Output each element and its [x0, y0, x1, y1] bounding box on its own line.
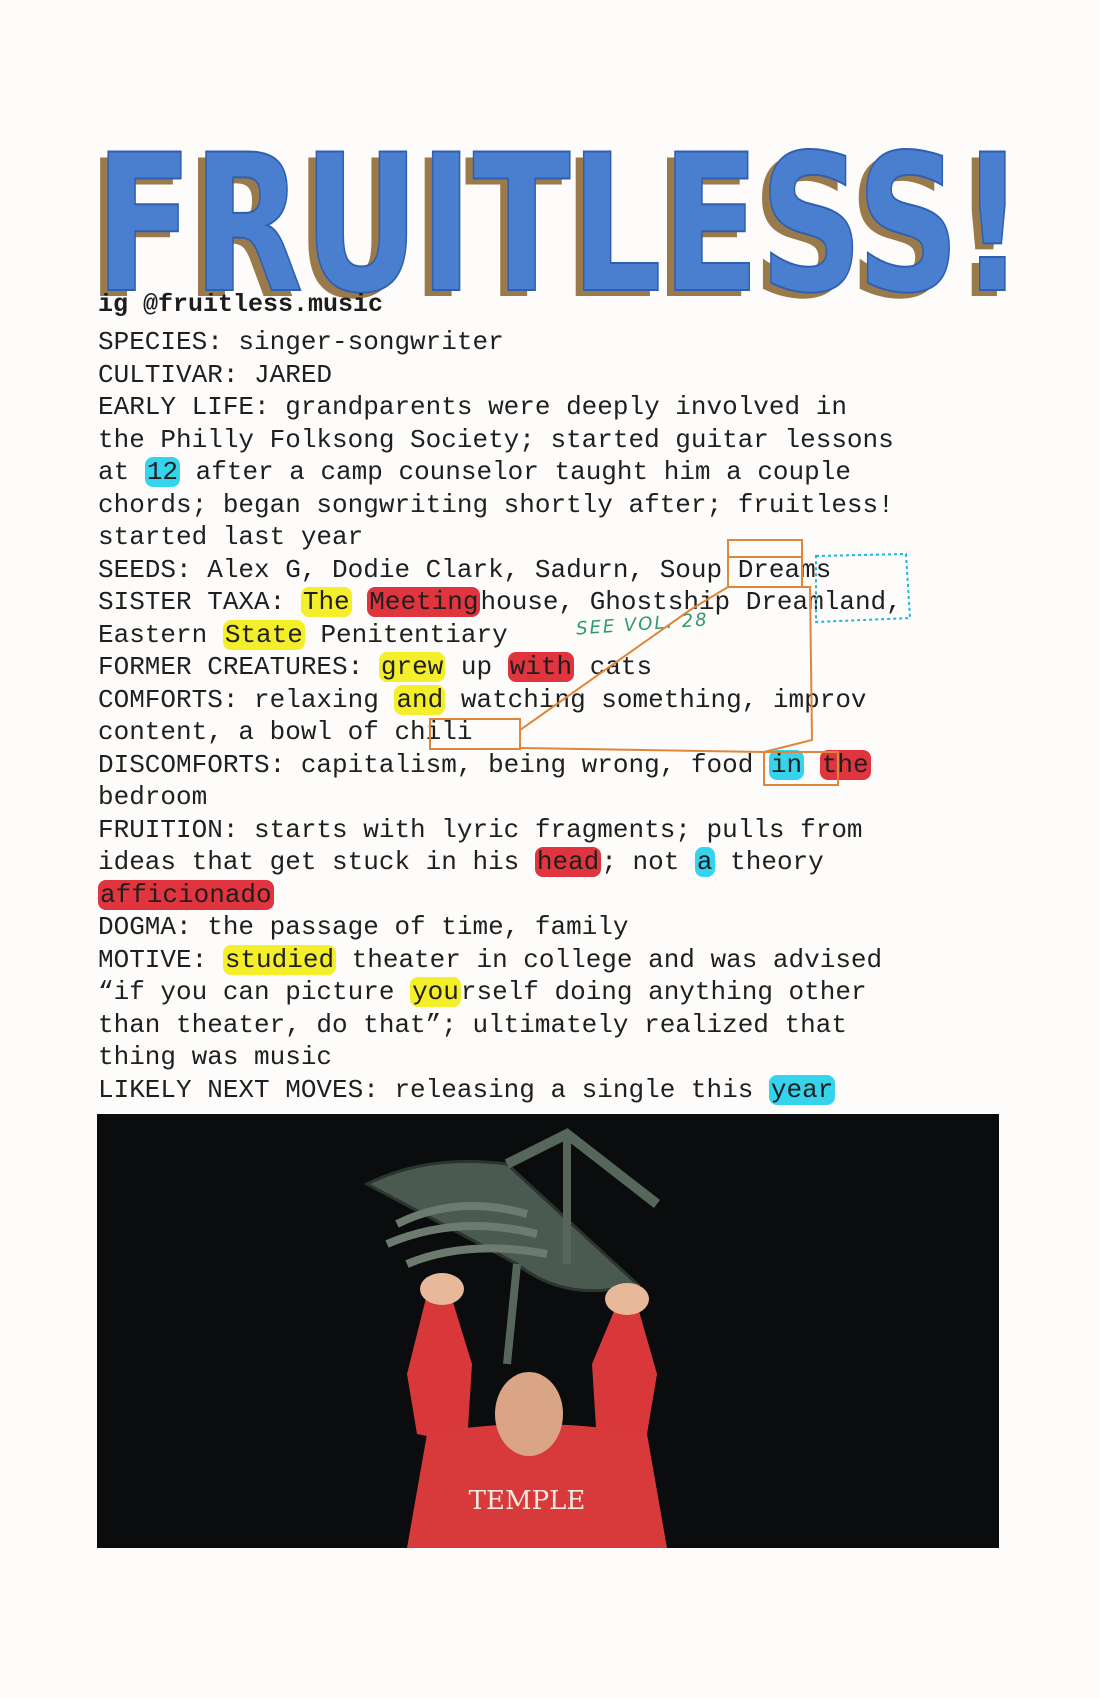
text-segment: than theater, do that”; ultimately realized that — [98, 1009, 847, 1040]
highlighted-word: State — [224, 619, 303, 650]
text-line — [98, 716, 1018, 749]
text-segment: the Philly Folksong Society; started guitar lessons — [98, 424, 894, 455]
text-line — [98, 976, 1018, 1009]
person-in-red-sweater — [407, 1273, 667, 1548]
text-line — [98, 424, 1018, 457]
text-segment: rself doing anything other — [460, 977, 867, 1007]
highlighted-word: 12 — [146, 457, 179, 487]
highlighted-word: a — [696, 847, 713, 877]
text-segment — [352, 587, 368, 617]
photo-person-holding-chair — [97, 1114, 999, 1548]
svg-text:FRUITLESS!: FRUITLESS! — [87, 120, 1017, 330]
text-segment: Eastern — [98, 619, 223, 650]
text-segment: started last year — [98, 522, 364, 552]
text-line — [98, 911, 1018, 944]
text-segment: cats — [574, 652, 653, 682]
highlighted-word: studied — [224, 944, 335, 975]
text-line — [98, 1009, 1018, 1042]
text-line — [98, 879, 1018, 912]
text-line — [98, 359, 1018, 392]
text-segment: FRUITION: starts with lyric fragments; pulls from — [98, 814, 863, 845]
text-segment: “if you can picture — [98, 977, 411, 1007]
text-line — [98, 749, 1018, 782]
text-segment: watching something, improv — [445, 684, 867, 715]
text-line — [98, 814, 1018, 847]
text-segment: SISTER TAXA: — [98, 587, 301, 617]
text-segment: Penitentiary — [304, 619, 508, 650]
text-line — [98, 521, 1018, 554]
text-segment: content, a bowl of chili — [98, 717, 473, 747]
text-segment: COMFORTS: relaxing — [98, 684, 395, 715]
text-line — [98, 619, 1018, 652]
text-segment: CULTIVAR: JARED — [98, 359, 333, 390]
highlighted-word: you — [412, 977, 459, 1007]
text-segment: DISCOMFORTS: capitalism, being wrong, food — [98, 749, 769, 780]
text-line — [98, 944, 1018, 977]
text-segment: MOTIVE: — [98, 944, 223, 975]
highlighted-word: head — [536, 847, 600, 877]
text-line — [98, 781, 1018, 814]
text-segment: EARLY LIFE: grandparents were deeply involved in — [98, 392, 847, 422]
highlighted-word: the — [821, 749, 869, 780]
text-line — [98, 846, 1018, 879]
text-segment: SEEDS: Alex G, Dodie Clark, Sadurn, Soup Dreams — [98, 554, 832, 585]
svg-text:TEMPLE: TEMPLE — [468, 1486, 586, 1516]
text-segment: theater in college and was advised — [336, 944, 883, 975]
text-line — [98, 326, 1018, 359]
text-segment: up — [445, 652, 508, 682]
text-line — [98, 684, 1018, 717]
highlighted-word: in — [770, 749, 803, 780]
text-segment: theory — [714, 847, 824, 877]
svg-text:FRUITLESS!: FRUITLESS! — [95, 114, 1025, 330]
highlighted-word: with — [509, 652, 573, 682]
highlighted-word: Meeting — [369, 587, 479, 617]
instagram-handle: ig @fruitless.music — [98, 290, 384, 319]
text-segment: ideas that get stuck in his — [98, 847, 535, 877]
text-segment: after a camp counselor taught him a couple — [180, 457, 851, 487]
text-segment: LIKELY NEXT MOVES: releasing a single this — [98, 1074, 769, 1105]
text-segment: ; not — [601, 847, 695, 877]
text-segment: thing was music — [98, 1042, 333, 1072]
profile-text — [98, 326, 1018, 1106]
text-line — [98, 651, 1018, 684]
text-line — [98, 456, 1018, 489]
highlighted-word: afficionado — [100, 879, 272, 910]
highlighted-word: year — [770, 1074, 834, 1105]
text-segment: DOGMA: the passage of time, family — [98, 912, 629, 942]
text-segment: SPECIES: singer-songwriter — [98, 327, 504, 357]
text-segment: at — [98, 457, 145, 487]
text-line — [98, 391, 1018, 424]
text-segment — [804, 750, 820, 780]
text-segment: FORMER CREATURES: — [98, 652, 379, 682]
text-line — [98, 554, 1018, 587]
highlighted-word: grew — [380, 652, 444, 682]
text-line — [98, 1041, 1018, 1074]
text-segment: chords; began songwriting shortly after; fruitless! — [98, 489, 894, 520]
highlighted-word: The — [302, 587, 350, 617]
text-segment: house, Ghostship Dreamland, — [480, 587, 902, 617]
text-line — [98, 586, 1018, 619]
text-segment: bedroom — [98, 782, 208, 812]
highlighted-word: and — [396, 684, 444, 715]
text-line — [98, 489, 1018, 522]
margin-note: SEE VOL. 28 — [575, 609, 710, 640]
text-line — [98, 1074, 1018, 1107]
